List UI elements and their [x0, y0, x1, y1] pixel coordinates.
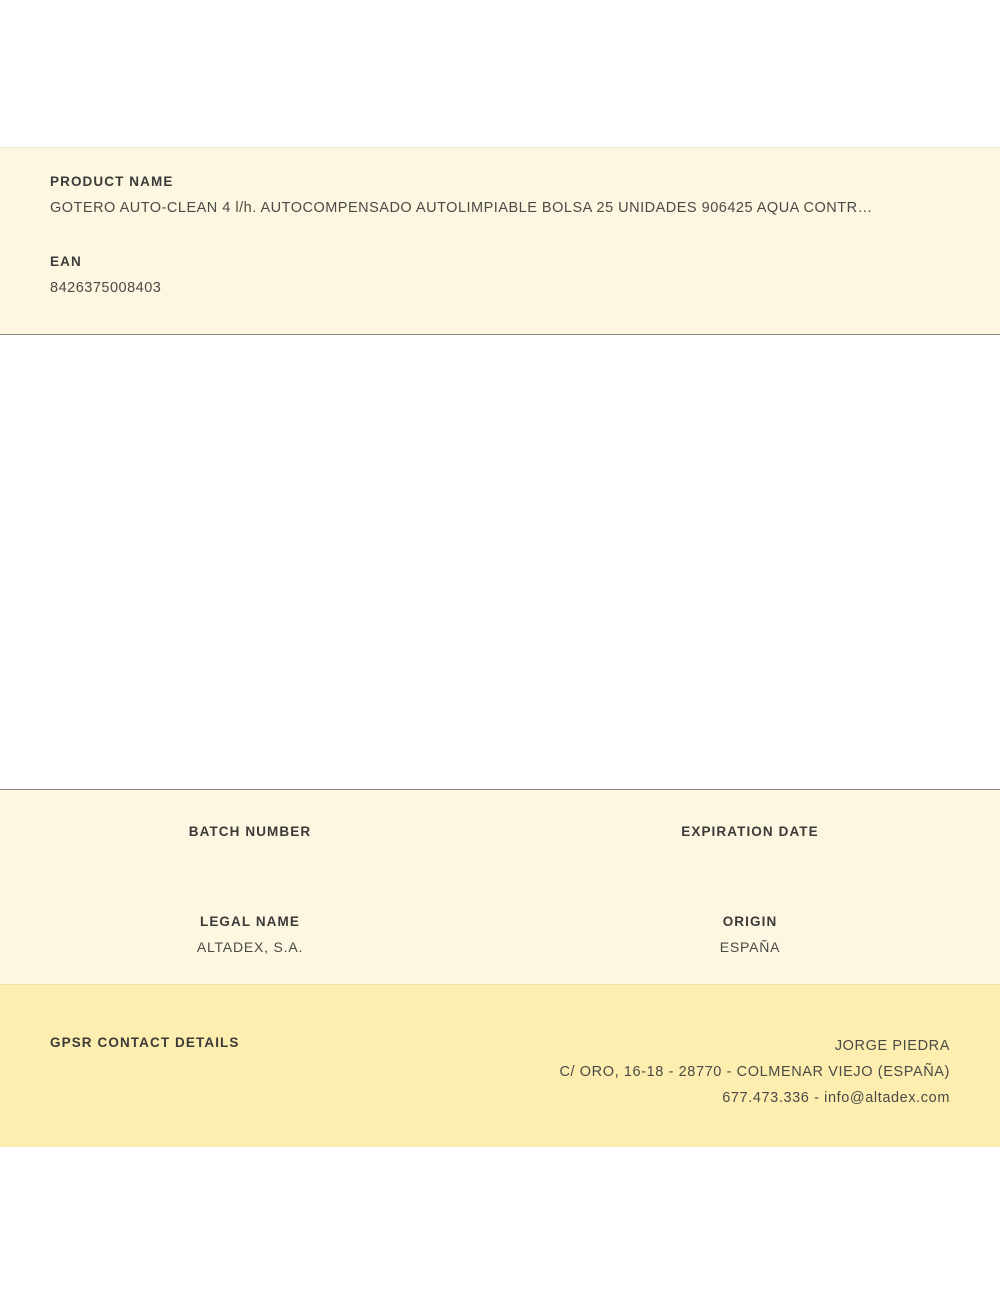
product-name-value: GOTERO AUTO-CLEAN 4 l/h. AUTOCOMPENSADO AUTOLIMPIABLE BOLSA 25 UNIDADES 906425 AQUA CONTR… [50, 200, 873, 216]
ean-block [50, 254, 950, 296]
gpsr-contact-section [0, 984, 1000, 1147]
expiration-date-label: EXPIRATION DATE [681, 824, 819, 839]
legal-name-value: ALTADEX, S.A. [196, 939, 304, 955]
ean-value: 8426375008403 [50, 280, 162, 296]
top-spacer [0, 0, 1000, 147]
bottom-spacer [0, 1147, 1000, 1300]
origin-label: ORIGIN [722, 914, 778, 929]
gpsr-contact-title: GPSR CONTACT DETAILS [50, 1035, 240, 1050]
batch-details-section [0, 789, 1000, 984]
batch-number-label: BATCH NUMBER [188, 824, 312, 839]
origin-value: ESPAÑA [719, 939, 781, 955]
product-name-block [50, 174, 950, 216]
gpsr-contact-lines [559, 1033, 950, 1111]
ean-label: EAN [50, 254, 82, 269]
expiration-date-block [500, 824, 1000, 849]
gpsr-contact-name: JORGE PIEDRA [834, 1038, 950, 1054]
origin-block [500, 914, 1000, 955]
gpsr-contact-phone-email: 677.473.336 - info@altadex.com [722, 1090, 950, 1106]
legal-name-block [0, 914, 500, 955]
legal-row [0, 914, 1000, 955]
legal-name-label: LEGAL NAME [199, 914, 300, 929]
batch-number-block [0, 824, 500, 849]
gpsr-contact-address: C/ ORO, 16-18 - 28770 - COLMENAR VIEJO (ESPAÑA) [559, 1064, 950, 1080]
batch-row [0, 824, 1000, 849]
product-name-label: PRODUCT NAME [50, 174, 174, 189]
product-details-section [0, 147, 1000, 335]
content-blank-area [0, 335, 1000, 789]
